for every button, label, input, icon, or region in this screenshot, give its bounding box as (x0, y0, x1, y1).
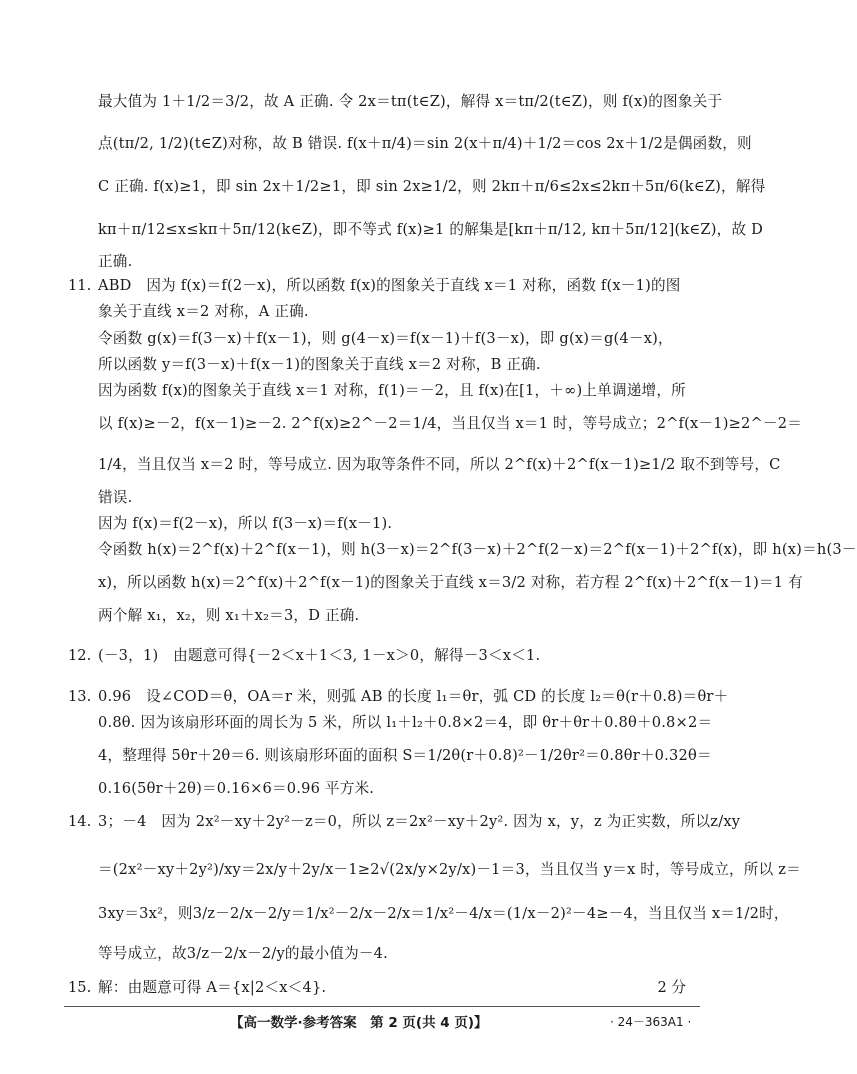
text-line: 点(tπ/2, 1/2)(t∈Z)对称，故 B 错误. f(x＋π/4)＝sin 2(x＋π/4)＋1/2＝cos 2x＋1/2是偶函数，则 (98, 135, 752, 152)
score-label: 2 分 (657, 979, 686, 996)
text-line: 0.16(5θr＋2θ)＝0.16×6＝0.96 平方米. (98, 780, 375, 797)
text-line: 两个解 x₁，x₂，则 x₁＋x₂＝3，D 正确. (98, 607, 360, 624)
text-line: 3xy＝3x²，则3/z－2/x－2/y＝1/x²－2/x－2/x＝1/x²－4/x＝(1/x－2)²－4≥－4，当且仅当 x＝1/2时， (98, 905, 789, 922)
text-line: (－3，1) 由题意可得{－2＜x＋1＜3, 1－x＞0，解得－3＜x＜1. (98, 647, 541, 664)
text-line: 最大值为 1＋1/2＝3/2，故 A 正确. 令 2x＝tπ(t∈Z)，解得 x＝tπ/2(t∈Z)，则 f(x)的图象关于 (98, 93, 723, 110)
text-line: 正确. (98, 253, 133, 270)
page-footer: 【高一数学·参考答案 第 2 页(共 4 页)】 (230, 1015, 488, 1031)
text-line: 所以函数 y＝f(3－x)＋f(x－1)的图象关于直线 x＝2 对称，B 正确. (98, 356, 541, 373)
text-line: 象关于直线 x＝2 对称，A 正确. (98, 303, 309, 320)
text-line: ABD 因为 f(x)＝f(2－x)，所以函数 f(x)的图象关于直线 x＝1 对称，函数 f(x－1)的图 (98, 277, 681, 294)
text-line: 1/4，当且仅当 x＝2 时，等号成立. 因为取等条件不同，所以 2^f(x)＋2^f(x－1)≥1/2 取不到等号，C (98, 456, 781, 473)
text-line: 以 f(x)≥－2，f(x－1)≥－2. 2^f(x)≥2^－2＝1/4，当且仅当 x＝1 时，等号成立；2^f(x－1)≥2^－2＝ (98, 415, 803, 432)
text-line: 0.96 设∠COD＝θ，OA＝r 米，则弧 AB 的长度 l₁＝θr，弧 CD 的长度 l₂＝θ(r＋0.8)＝θr＋ (98, 688, 729, 705)
text-line: ＝(2x²－xy＋2y²)/xy＝2x/y＋2y/x－1≥2√(2x/y×2y/x)－1＝3，当且仅当 y＝x 时，等号成立，所以 z＝ (98, 861, 801, 878)
text-line: 令函数 g(x)＝f(3－x)＋f(x－1)，则 g(4－x)＝f(x－1)＋f(3－x)，即 g(x)＝g(4－x)， (98, 330, 673, 347)
question-number: 11. (68, 277, 92, 294)
question-number: 14. (68, 813, 92, 830)
text-line: 0.8θ. 因为该扇形环面的周长为 5 米，所以 l₁＋l₂＋0.8×2＝4，即 θr＋θr＋0.8θ＋0.8×2＝ (98, 714, 713, 731)
text-line: 3；－4 因为 2x²－xy＋2y²－z＝0，所以 z＝2x²－xy＋2y². 因为 x，y，z 为正实数，所以z/xy (98, 813, 741, 830)
text-line: C 正确. f(x)≥1，即 sin 2x＋1/2≥1，即 sin 2x≥1/2，则 2kπ＋π/6≤2x≤2kπ＋5π/6(k∈Z)，解得 (98, 178, 766, 195)
text-line: 错误. (98, 489, 133, 506)
document-code: · 24－363A1 · (610, 1015, 692, 1029)
text-line: 令函数 h(x)＝2^f(x)＋2^f(x－1)，则 h(3－x)＝2^f(3－x)＋2^f(2－x)＝2^f(x－1)＋2^f(x)，即 h(x)＝h(3－ (98, 541, 857, 558)
question-number: 12. (68, 647, 92, 664)
text-line: 解：由题意可得 A＝{x|2＜x＜4}. (98, 979, 327, 996)
text-line: 等号成立，故3/z－2/x－2/y的最小值为－4. (98, 945, 389, 962)
question-number: 15. (68, 979, 92, 996)
text-line: 因为函数 f(x)的图象关于直线 x＝1 对称，f(1)＝－2，且 f(x)在[1，＋∞)上单调递增，所 (98, 382, 686, 399)
text-line: x)，所以函数 h(x)＝2^f(x)＋2^f(x－1)的图象关于直线 x＝3/2 对称，若方程 2^f(x)＋2^f(x－1)＝1 有 (98, 574, 803, 591)
text-line: 因为 f(x)＝f(2－x)，所以 f(3－x)＝f(x－1). (98, 515, 393, 532)
text-line: 4，整理得 5θr＋2θ＝6. 则该扇形环面的面积 S＝1/2θ(r＋0.8)²－1/2θr²＝0.8θr＋0.32θ＝ (98, 747, 712, 764)
question-number: 13. (68, 688, 92, 705)
text-line: kπ＋π/12≤x≤kπ＋5π/12(k∈Z)，即不等式 f(x)≥1 的解集是[kπ＋π/12, kπ＋5π/12](k∈Z)，故 D (98, 221, 763, 238)
footer-divider (64, 1006, 700, 1007)
